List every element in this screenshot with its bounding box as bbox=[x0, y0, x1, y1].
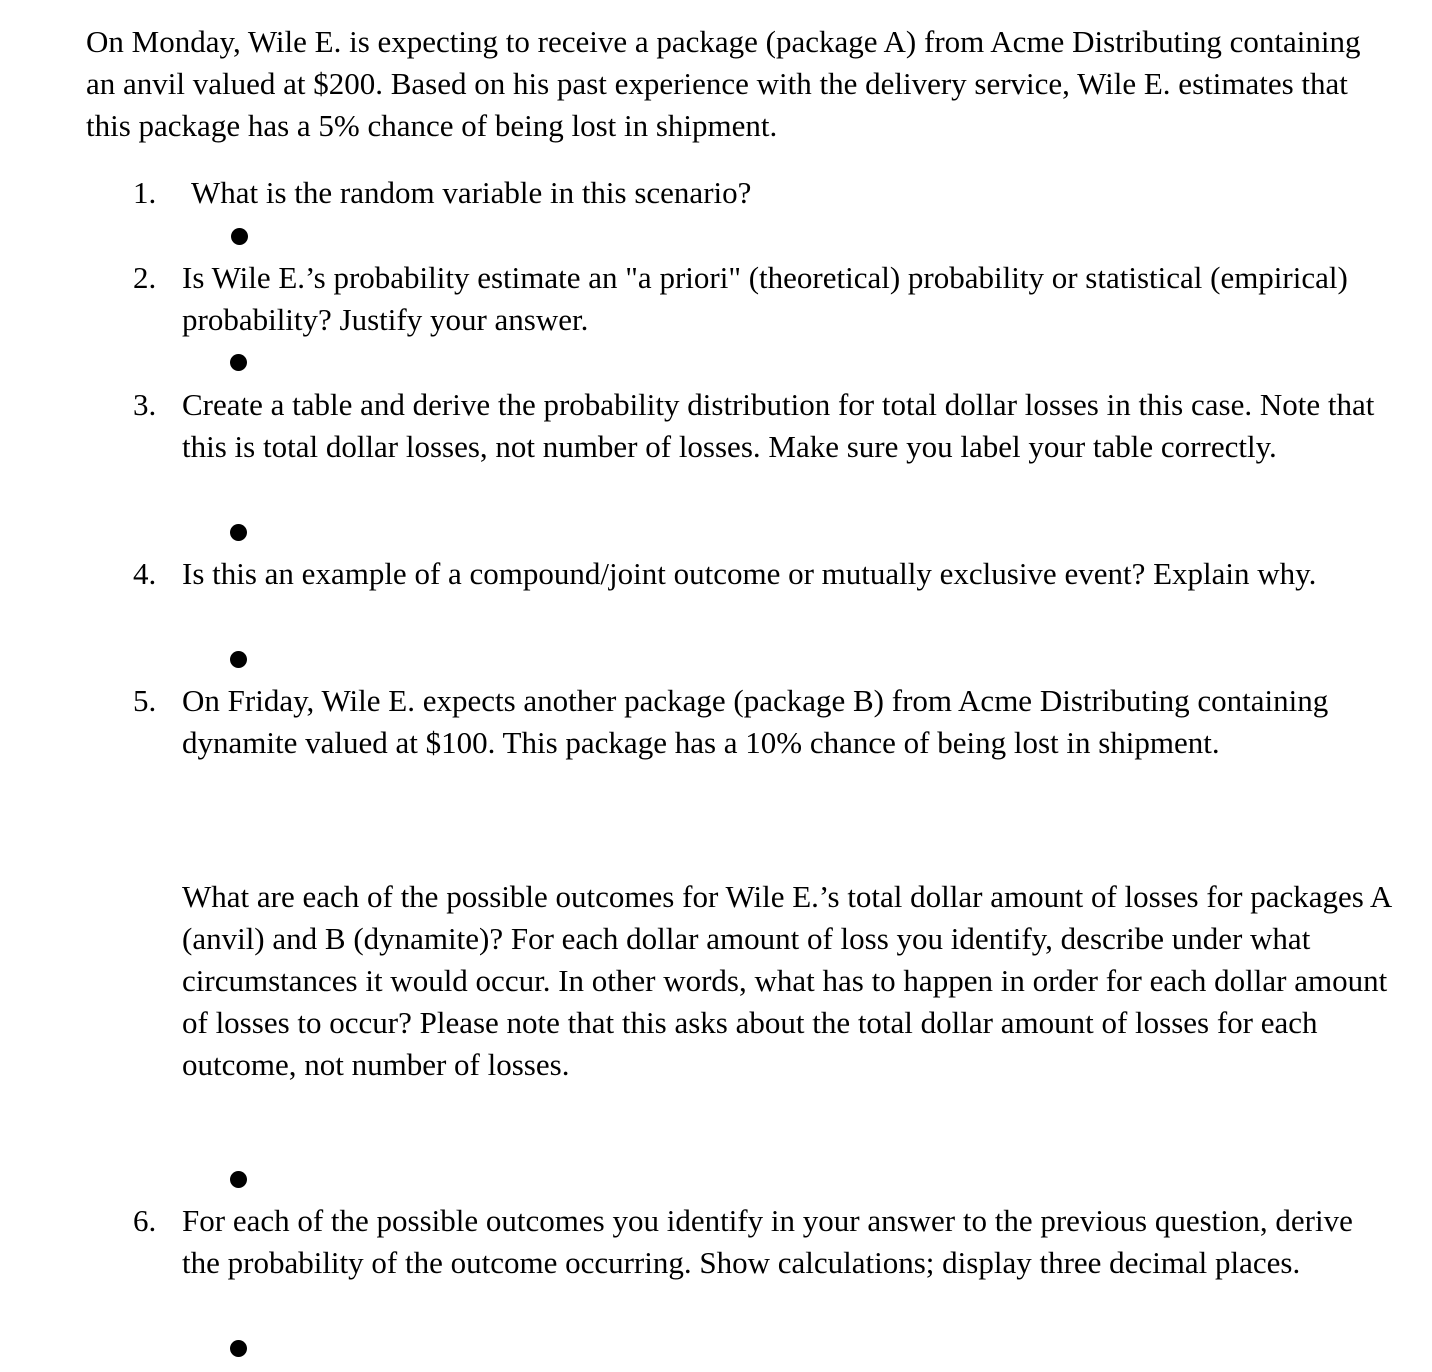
answer-6-bullet-icon bbox=[230, 1340, 247, 1357]
answer-5-bullet-icon bbox=[230, 1171, 247, 1188]
question-4-number: 4. bbox=[133, 556, 157, 591]
question-2-text: Is Wile E.’s probability estimate an "a priori" (theoretical) probability or statistical (empirical) probability? Justify your answer. bbox=[182, 260, 1348, 337]
question-3-number: 3. bbox=[133, 387, 157, 422]
question-5-text: On Friday, Wile E. expects another package (package B) from Acme Distributing containing dynamite valued at $100. This package has a 10% chance of being lost in shipment. bbox=[182, 683, 1329, 760]
question-5-number: 5. bbox=[133, 683, 157, 718]
question-3-text: Create a table and derive the probability distribution for total dollar losses in this case. Note that this is total dollar losses, not number of losses. Make sure you label your table correctly. bbox=[182, 387, 1375, 464]
answer-2-bullet-icon bbox=[230, 354, 247, 371]
answer-3-bullet-icon bbox=[230, 524, 247, 541]
question-4-text: Is this an example of a compound/joint outcome or mutually exclusive event? Explain why. bbox=[182, 556, 1317, 591]
question-1-number: 1. bbox=[133, 175, 157, 210]
question-6-text: For each of the possible outcomes you identify in your answer to the previous question, derive the probability of the outcome occurring. Show calculations; display three decimal places. bbox=[182, 1203, 1353, 1280]
question-6-number: 6. bbox=[133, 1203, 157, 1238]
question-2-number: 2. bbox=[133, 260, 157, 295]
question-5-followup-text: What are each of the possible outcomes for Wile E.’s total dollar amount of losses for packages A (anvil) and B (dynamite)? For each dollar amount of loss you identify, describe under what circumstances it would occur. In other words, what has to happen in order for each dollar amount of losses to occur? Please note that this asks about the total dollar amount of losses for each outcome, not number of losses. bbox=[182, 879, 1391, 1082]
answer-4-bullet-icon bbox=[230, 651, 247, 668]
intro-paragraph: On Monday, Wile E. is expecting to receive a package (package A) from Acme Distributing containing an anvil valued at $200. Based on his past experience with the delivery service, Wile E. estimates that this package has a 5% chance of being lost in shipment. bbox=[86, 24, 1361, 143]
answer-1-bullet-icon bbox=[231, 228, 248, 245]
question-1-text: What is the random variable in this scenario? bbox=[191, 175, 752, 210]
